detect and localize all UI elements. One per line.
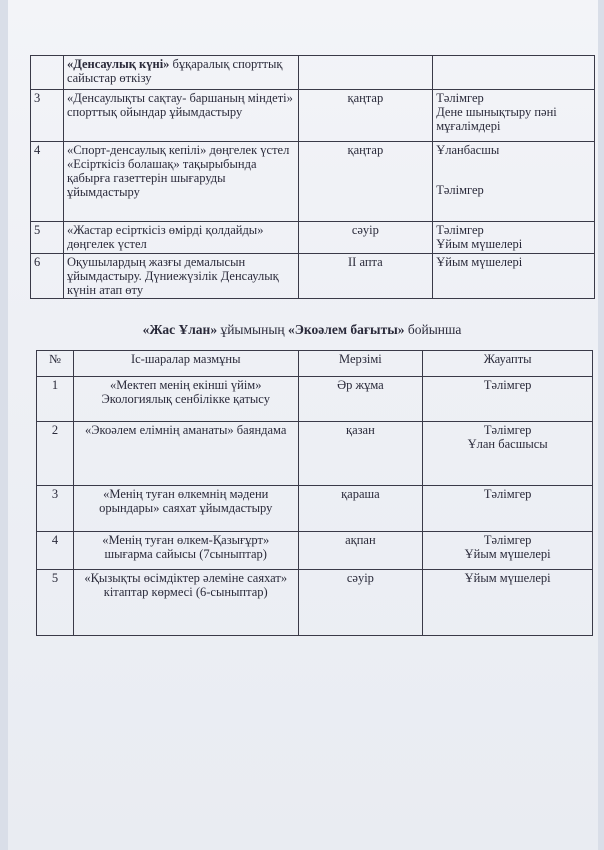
responsible-cell: Тәлімгер: [423, 377, 593, 422]
row-number: 3: [31, 90, 64, 142]
event-cell: Оқушылардың жазғы демалысын ұйымдастыру. Дүниежүзілік Денсаулық күнін атап өту: [63, 254, 298, 299]
header-responsible: Жауапты: [423, 351, 593, 377]
row-number: 4: [37, 532, 74, 570]
event-cell: «Мектеп менің екінші үйім» Экологиялық сенбілікке қатысу: [73, 377, 298, 422]
header-number: №: [37, 351, 74, 377]
table-row: [31, 90, 595, 142]
date-cell: ақпан: [298, 532, 423, 570]
date-cell: сәуір: [298, 222, 433, 254]
header-date: Мерзімі: [298, 351, 423, 377]
date-cell: қаңтар: [298, 142, 433, 222]
event-title-bold: «Денсаулық күні»: [66, 57, 170, 71]
health-events-table: [30, 55, 595, 299]
table-row: [37, 377, 593, 422]
date-cell: сәуір: [298, 570, 423, 636]
table-row: [37, 532, 593, 570]
date-cell: Әр жұма: [298, 377, 423, 422]
row-number: 2: [37, 422, 74, 486]
row-number: 5: [37, 570, 74, 636]
table-row: [31, 222, 595, 254]
event-cell: «Денсаулықты сақтау- баршаның міндеті» спорттық ойындар ұйымдастыру: [63, 90, 298, 142]
row-number: 3: [37, 486, 74, 532]
event-cell: «Менің туған өлкемнің мәдени орындары» саяхат ұйымдастыру: [73, 486, 298, 532]
row-number: 1: [37, 377, 74, 422]
responsible-cell: Тәлімгер Дене шынықтыру пәні мұғалімдері: [433, 90, 595, 142]
event-cell: «Спорт-денсаулық кепілі» дөңгелек үстел «Есірткісіз болашақ» тақырыбында қабырға газеттерін шығаруды ұйымдастыру: [63, 142, 298, 222]
event-cell: «Менің туған өлкем-Қазығұрт» шығарма сайысы (7сыныптар): [73, 532, 298, 570]
date-cell: қазан: [298, 422, 423, 486]
table-header-row: [37, 351, 593, 377]
event-cell: «Экоәлем елімнің аманаты» баяндама: [73, 422, 298, 486]
responsible-cell: [433, 56, 595, 90]
responsible-cell: Тәлімгер Ұлан басшысы: [423, 422, 593, 486]
responsible-cell: Ұйым мүшелері: [433, 254, 595, 299]
responsible-cell: Ұланбасшы Тәлімгер: [433, 142, 595, 222]
event-cell: [63, 56, 298, 90]
table-row: [37, 422, 593, 486]
date-cell: [298, 56, 433, 90]
responsible-cell: Тәлімгер: [423, 486, 593, 532]
section-caption: «Жас Ұлан» ұйымының «Экоәлем бағыты» бойынша: [142, 322, 462, 337]
event-cell: «Жастар есірткісіз өмірді қолдайды» дөңгелек үстел: [63, 222, 298, 254]
responsible-cell: Тәлімгер Ұйым мүшелері: [423, 532, 593, 570]
row-number: 4: [31, 142, 64, 222]
event-text: бұқаралық спорттық сайыстар өткізу: [66, 57, 283, 85]
table-row: [37, 486, 593, 532]
date-cell: ІІ апта: [298, 254, 433, 299]
event-cell: «Қызықты өсімдіктер әлеміне саяхат» кітаптар көрмесі (6-сыныптар): [73, 570, 298, 636]
date-cell: қаңтар: [298, 90, 433, 142]
header-event: Іс-шаралар мазмұны: [73, 351, 298, 377]
row-number: 5: [31, 222, 64, 254]
eco-events-table: [36, 350, 593, 636]
row-number: 6: [31, 254, 64, 299]
responsible-cell: Ұйым мүшелері: [423, 570, 593, 636]
row-number: [31, 56, 64, 90]
table-row: [31, 142, 595, 222]
date-cell: қараша: [298, 486, 423, 532]
responsible-cell: Тәлімгер Ұйым мүшелері: [433, 222, 595, 254]
table-row: [31, 56, 595, 90]
table-row: [37, 570, 593, 636]
table-row: [31, 254, 595, 299]
